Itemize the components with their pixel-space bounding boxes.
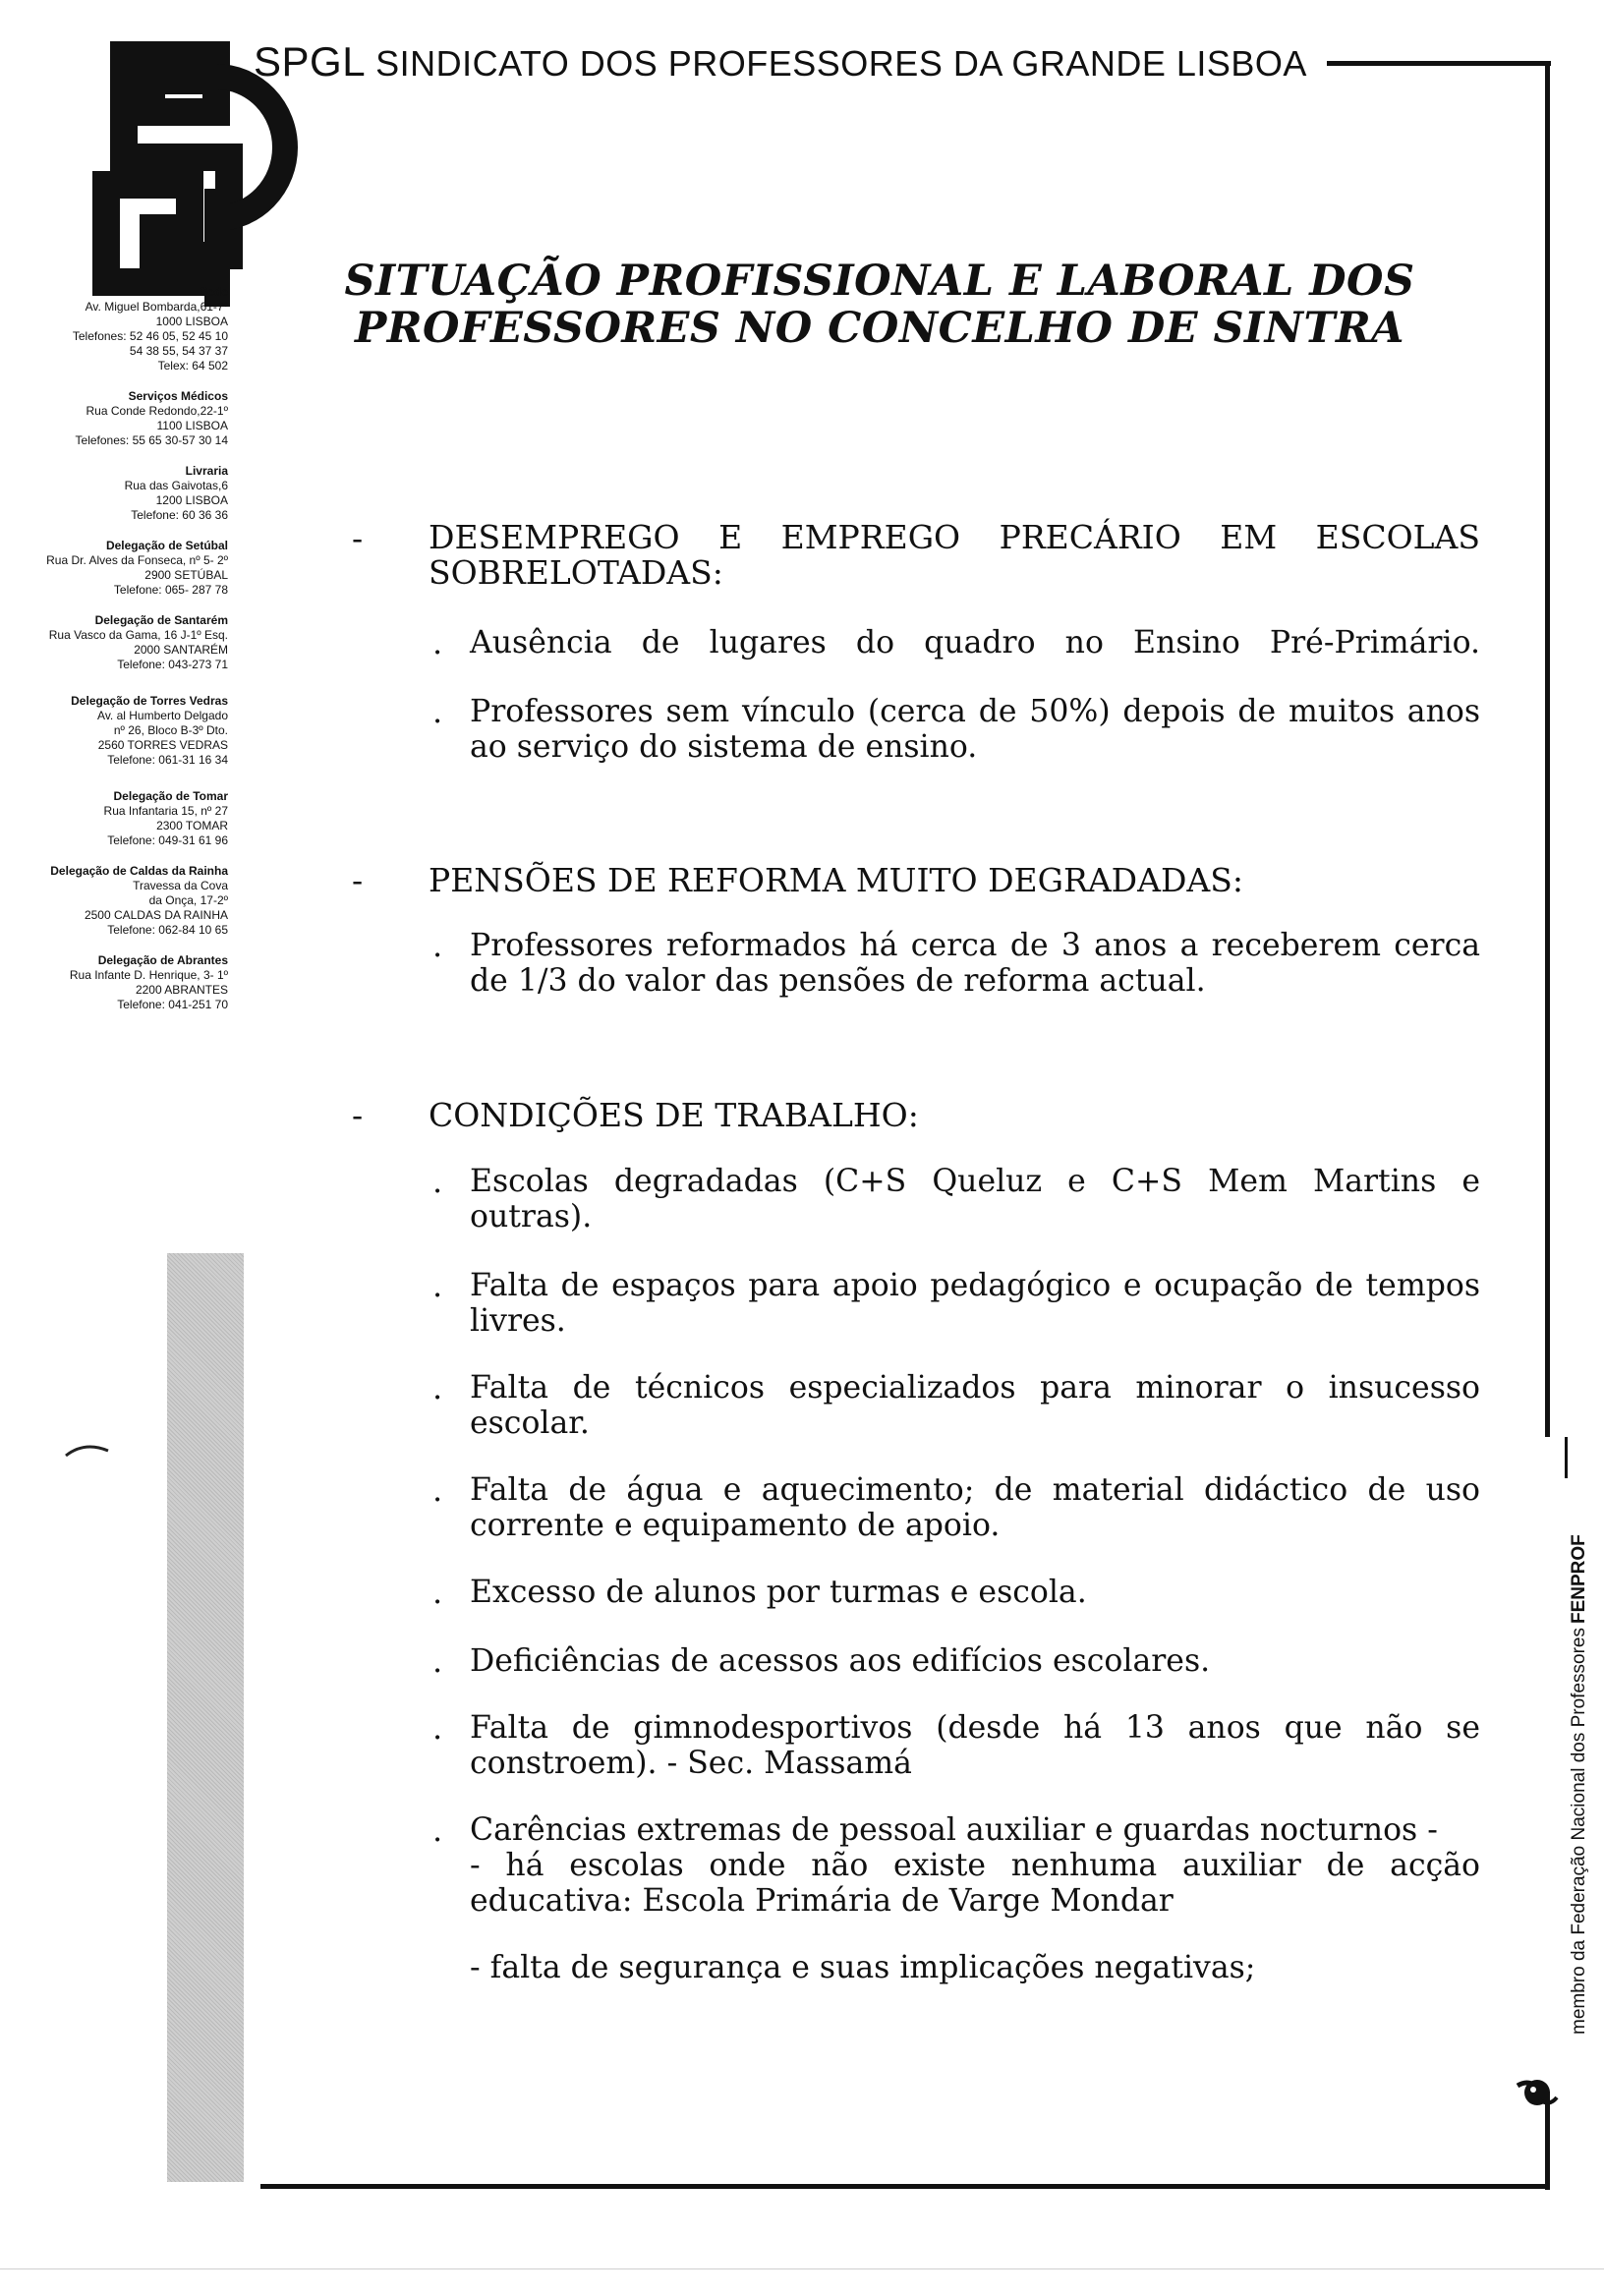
office-line: 2900 SETÚBAL: [144, 568, 228, 582]
office-line: Telefone: 061-31 16 34: [107, 753, 228, 767]
title-line: SITUAÇÃO PROFISSIONAL E LABORAL DOS: [344, 257, 1415, 306]
list-item: Falta de gimnodesportivos (desde há 13 anos que não se constroem). - Sec. Massamá: [470, 1710, 1480, 1781]
fenprof-logo: [1514, 2076, 1559, 2109]
bullet-marker: .: [432, 1642, 443, 1680]
office-name: Serviços Médicos: [128, 389, 228, 403]
list-item-line: - há escolas onde não existe nenhuma auxiliar de acção: [470, 1848, 1480, 1883]
office-line: Av. al Humberto Delgado: [97, 709, 228, 722]
office-line: Telefone: 60 36 36: [131, 508, 228, 522]
document-title: [295, 258, 1464, 352]
office-block: [0, 539, 228, 598]
office-line: Rua das Gaivotas,6: [124, 479, 228, 492]
section-heading: CONDIÇÕES DE TRABALHO:: [429, 1096, 919, 1134]
bullet-marker: .: [432, 1709, 443, 1747]
office-line: 2500 CALDAS DA RAINHA: [84, 908, 228, 922]
office-line: nº 26, Bloco B-3º Dto.: [113, 723, 228, 737]
list-item: Escolas degradadas (C+S Queluz e C+S Mem Martins e outras).: [470, 1164, 1480, 1234]
office-line: 1200 LISBOA: [155, 493, 228, 507]
office-line: Telefone: 049-31 61 96: [107, 833, 228, 847]
list-item: Deficiências de acessos aos edifícios escolares.: [470, 1643, 1211, 1679]
list-item: Falta de técnicos especializados para minorar o insucesso escolar.: [470, 1370, 1480, 1441]
office-name: Delegação de Caldas da Rainha: [50, 864, 228, 878]
bullet-marker: .: [432, 1574, 443, 1611]
office-line: 2560 TORRES VEDRAS: [97, 738, 228, 752]
office-line: Rua Infantaria 15, nº 27: [103, 804, 228, 818]
top-rule: [1327, 61, 1551, 66]
office-line: Travessa da Cova: [133, 879, 228, 892]
office-name: Livraria: [185, 464, 228, 478]
section-heading: DESEMPREGO E EMPREGO PRECÁRIO EM ESCOLAS SOBRELOTADAS:: [429, 518, 1480, 592]
office-block: [0, 953, 228, 1012]
office-line: Telefone: 043-273 71: [117, 658, 228, 671]
list-item: Falta de espaços para apoio pedagógico e ocupação de tempos livres.: [470, 1268, 1480, 1339]
office-line: 54 38 55, 54 37 37: [129, 344, 228, 358]
bullet-marker: .: [432, 1811, 443, 1849]
footer-rule: [0, 2268, 1604, 2269]
list-item: Professores reformados há cerca de 3 anos a receberem cerca de 1/3 do valor das pensões de reforma actual.: [470, 928, 1480, 999]
section-dash: -: [352, 1096, 364, 1134]
title-line: PROFESSORES NO CONCELHO DE SINTRA: [354, 304, 1405, 353]
office-line: Telefone: 065- 287 78: [113, 583, 228, 597]
office-line: Av. Miguel Bombarda,61-7º: [85, 300, 228, 314]
office-block: [0, 864, 228, 938]
section-dash: -: [352, 519, 364, 557]
office-addresses: [0, 285, 228, 1028]
bottom-rule: [260, 2184, 1550, 2189]
section-dash: -: [352, 861, 364, 899]
list-item: Excesso de alunos por turmas e escola.: [470, 1575, 1087, 1610]
bullet-marker: .: [432, 1267, 443, 1304]
right-rule-marker: [1565, 1437, 1568, 1478]
list-subitem: - falta de segurança e suas implicações negativas;: [470, 1950, 1256, 1985]
office-name: Delegação de Torres Vedras: [71, 694, 228, 708]
office-line: 1100 LISBOA: [156, 419, 228, 432]
fenprof-name: FENPROF: [1569, 1534, 1589, 1625]
bullet-marker: .: [432, 693, 443, 730]
brand-header: [254, 39, 1307, 86]
office-name: Delegação de Santarém: [94, 613, 228, 627]
office-line: 1000 LISBOA: [155, 315, 228, 328]
office-name: Sede: [200, 285, 228, 299]
list-item-line: educativa: Escola Primária de Varge Mondar: [470, 1883, 1174, 1919]
office-line: da Onça, 17-2º: [148, 893, 228, 907]
office-line: Rua Infante D. Henrique, 3- 1º: [69, 968, 228, 982]
office-block: [0, 694, 228, 768]
margin-mark: [63, 1439, 112, 1459]
list-item: Falta de água e aquecimento; de material didáctico de uso corrente e equipamento de apoio.: [470, 1472, 1480, 1543]
office-name: Delegação de Tomar: [113, 789, 228, 803]
list-item: Professores sem vínculo (cerca de 50%) depois de muitos anos ao serviço do sistema de ensino.: [470, 694, 1480, 765]
list-item-last: [470, 1812, 1480, 1919]
office-block: [0, 613, 228, 672]
list-item-line: Carências extremas de pessoal auxiliar e guardas nocturnos -: [470, 1812, 1438, 1848]
fenprof-prefix: membro da Federação Nacional dos Professores: [1569, 1628, 1589, 2035]
office-line: Telefones: 55 65 30-57 30 14: [75, 433, 228, 447]
office-line: 2200 ABRANTES: [135, 983, 228, 997]
office-line: Rua Vasco da Gama, 16 J-1º Esq.: [48, 628, 228, 642]
office-name: Delegação de Setúbal: [105, 539, 228, 552]
list-item: Ausência de lugares do quadro no Ensino Pré-Primário.: [470, 625, 1480, 660]
office-block: [0, 285, 228, 373]
office-block: [0, 389, 228, 448]
bullet-marker: .: [432, 927, 443, 964]
office-line: Rua Dr. Alves da Fonseca, nº 5- 2º: [46, 553, 228, 567]
office-line: Telefones: 52 46 05, 52 45 10: [72, 329, 228, 343]
office-block: [0, 464, 228, 523]
shaded-margin-band: [167, 1253, 244, 2182]
section-heading: PENSÕES DE REFORMA MUITO DEGRADADAS:: [429, 861, 1243, 899]
brand-abbreviation: SPGL: [254, 38, 367, 85]
office-line: Rua Conde Redondo,22-1º: [86, 404, 228, 418]
right-rule: [1545, 61, 1550, 1437]
office-line: Telefone: 062-84 10 65: [107, 923, 228, 937]
fenprof-vertical-text: [1569, 1534, 1590, 2035]
office-line: 2000 SANTARÉM: [134, 643, 228, 657]
office-block: [0, 789, 228, 848]
office-line: 2300 TOMAR: [156, 819, 228, 832]
office-name: Delegação de Abrantes: [97, 953, 228, 967]
office-line: Telex: 64 502: [157, 359, 228, 373]
bullet-marker: .: [432, 1471, 443, 1509]
bullet-marker: .: [432, 624, 443, 661]
brand-name: SINDICATO DOS PROFESSORES DA GRANDE LISBOA: [375, 43, 1307, 84]
bullet-marker: .: [432, 1163, 443, 1200]
office-line: Telefone: 041-251 70: [117, 998, 228, 1011]
bullet-marker: .: [432, 1369, 443, 1406]
